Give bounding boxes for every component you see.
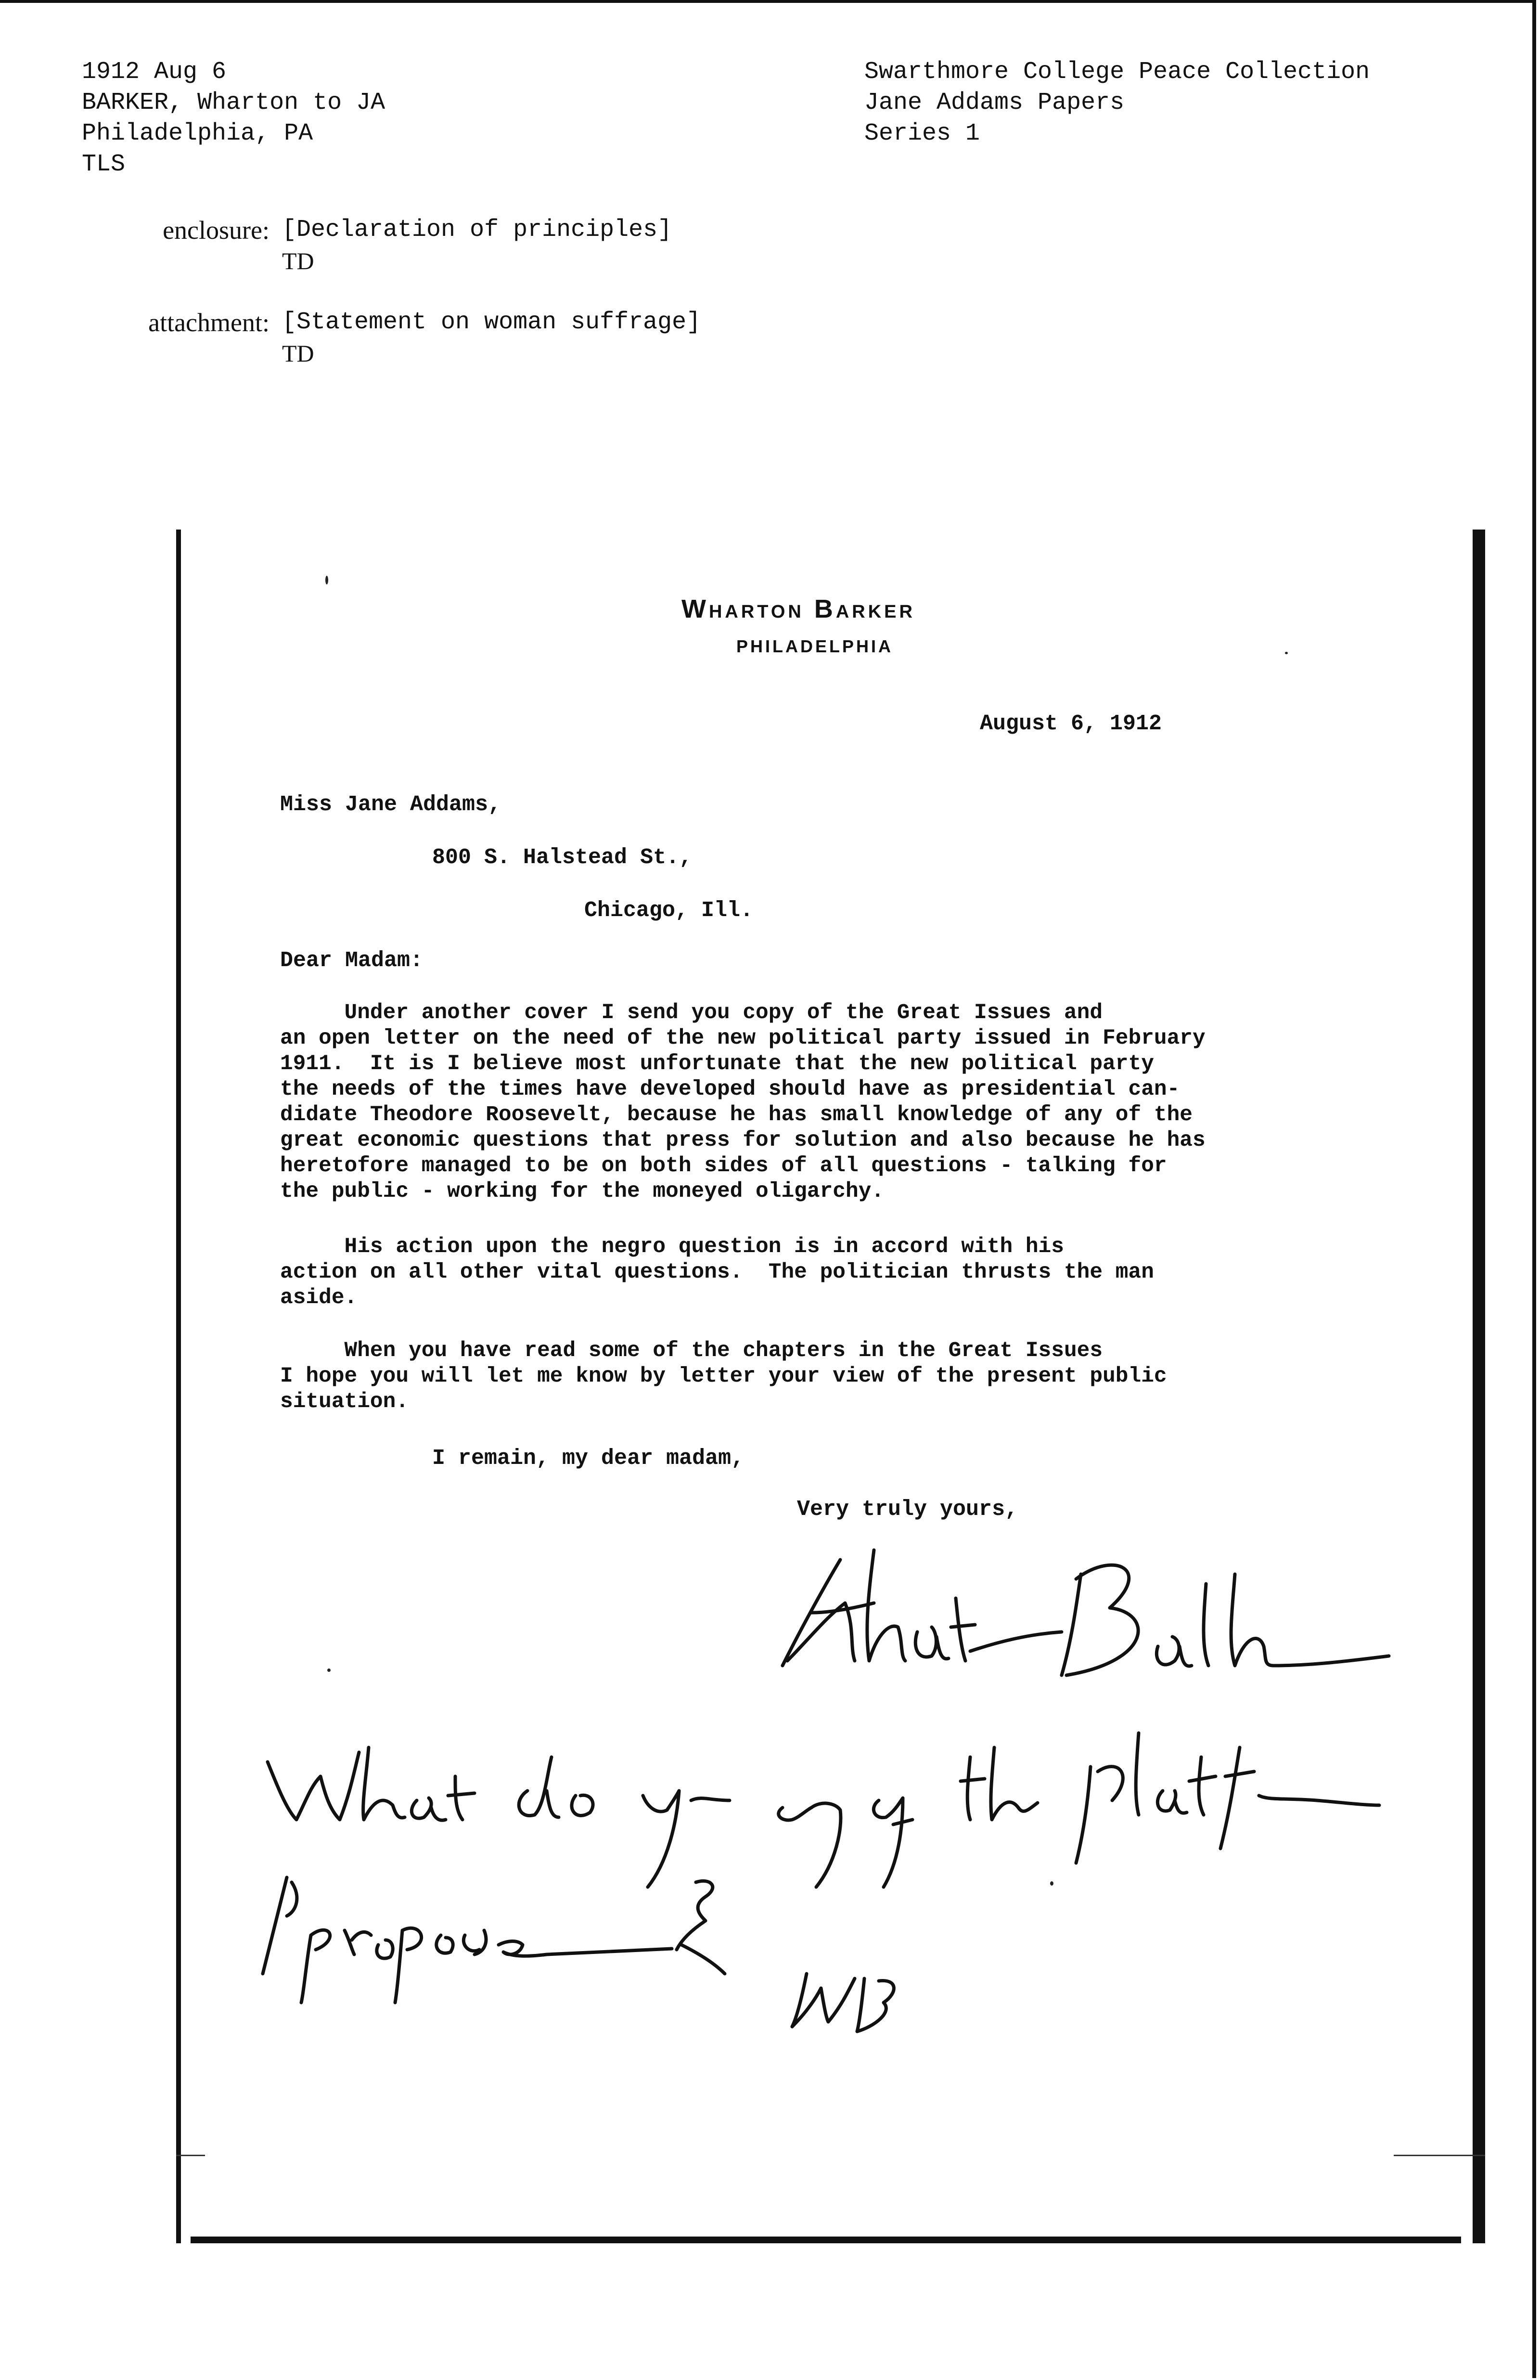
scan-border-left bbox=[176, 530, 181, 2243]
scan-edge-mark bbox=[1394, 2155, 1485, 2156]
letter-date: August 6, 1912 bbox=[980, 711, 1162, 736]
text-line: action on all other vital questions. The politician thrusts the man bbox=[280, 1260, 1154, 1284]
enclosure-type: TD bbox=[282, 247, 314, 274]
collection-name: Swarthmore College Peace Collection bbox=[864, 58, 1370, 86]
text-line: When you have read some of the chapters in the Great Issues bbox=[280, 1339, 1103, 1363]
ink-speck bbox=[325, 576, 328, 584]
scan-border-bottom bbox=[191, 2237, 1461, 2243]
text-line: 1911. It is I believe most unfortunate that the new political party bbox=[280, 1052, 1154, 1076]
enclosure-value: [Declaration of principles] bbox=[282, 216, 672, 244]
collection-series: Series 1 bbox=[864, 120, 980, 147]
salutation: Dear Madam: bbox=[280, 948, 424, 973]
attachment-type: TD bbox=[282, 340, 314, 367]
scan-edge-mark bbox=[176, 2155, 205, 2156]
addressee: Miss Jane Addams, bbox=[280, 792, 501, 817]
collection-info bbox=[864, 57, 1370, 149]
letterhead-name: Wharton Barker bbox=[681, 595, 915, 623]
ink-speck bbox=[1285, 652, 1288, 654]
letter-paragraph bbox=[280, 1234, 1397, 1311]
letter-paragraph bbox=[280, 1338, 1397, 1415]
letter-scan bbox=[176, 530, 1485, 2243]
handwritten-note bbox=[258, 1704, 1490, 2089]
attachment-value: [Statement on woman suffrage] bbox=[282, 309, 701, 336]
letterhead-city: PHILADELPHIA bbox=[736, 636, 894, 656]
enclosure-label: enclosure: bbox=[163, 216, 270, 245]
catalog-place: Philadelphia, PA bbox=[82, 120, 313, 147]
text-line: the public - working for the moneyed oligarchy. bbox=[280, 1179, 885, 1203]
text-line: great economic questions that press for solution and also because he has bbox=[280, 1128, 1206, 1152]
catalog-date: 1912 Aug 6 bbox=[82, 58, 227, 86]
catalog-correspondents: BARKER, Wharton to JA bbox=[82, 89, 385, 116]
collection-papers: Jane Addams Papers bbox=[864, 89, 1125, 116]
letter-paragraph bbox=[280, 1000, 1397, 1204]
address-street: 800 S. Halstead St., bbox=[432, 845, 693, 870]
catalog-info bbox=[82, 57, 385, 180]
attachment-label: attachment: bbox=[148, 308, 270, 337]
closing-line: I remain, my dear madam, bbox=[432, 1446, 744, 1471]
ink-speck bbox=[327, 1669, 331, 1672]
catalog-doc-type: TLS bbox=[82, 151, 126, 178]
text-line: His action upon the negro question is in accord with his bbox=[280, 1235, 1064, 1259]
text-line: I hope you will let me know by letter your view of the present public bbox=[280, 1364, 1167, 1388]
handwritten-signature bbox=[773, 1531, 1399, 1704]
address-city: Chicago, Ill. bbox=[584, 898, 754, 923]
text-line: Under another cover I send you copy of the Great Issues and bbox=[280, 1001, 1103, 1025]
text-line: an open letter on the need of the new political party issued in February bbox=[280, 1026, 1206, 1050]
text-line: heretofore managed to be on both sides of all questions - talking for bbox=[280, 1154, 1167, 1178]
text-line: aside. bbox=[280, 1286, 358, 1310]
text-line: the needs of the times have developed should have as presidential can- bbox=[280, 1077, 1180, 1101]
closing-valediction: Very truly yours, bbox=[797, 1497, 1018, 1522]
text-line: situation. bbox=[280, 1390, 409, 1414]
text-line: didate Theodore Roosevelt, because he has small knowledge of any of the bbox=[280, 1103, 1193, 1127]
